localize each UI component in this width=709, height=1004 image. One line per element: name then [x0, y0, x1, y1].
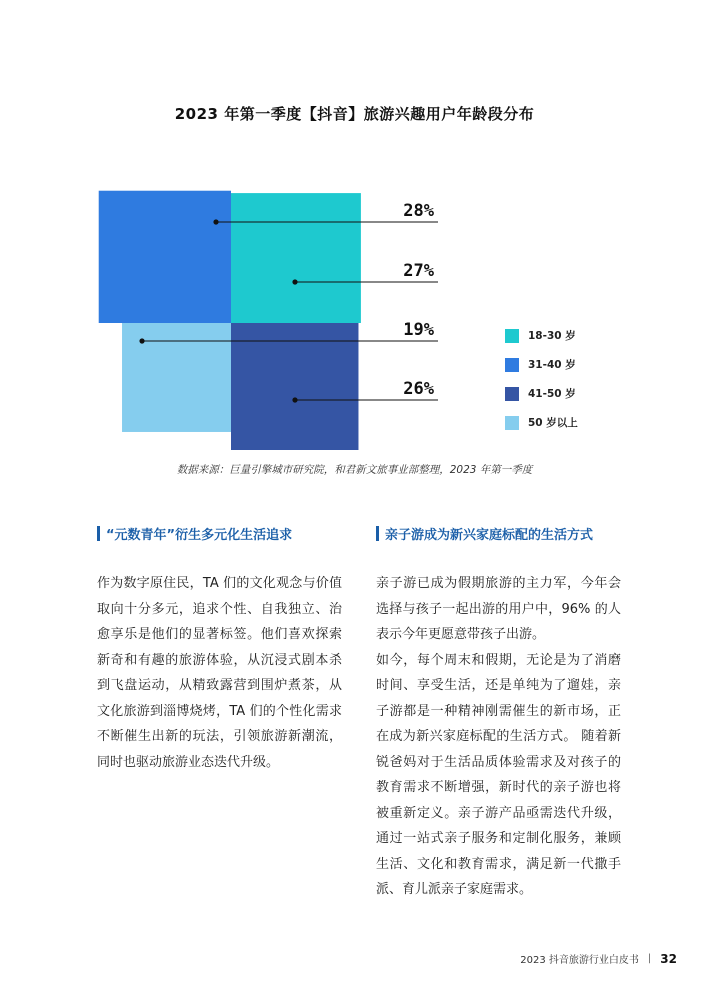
leader-dot — [213, 219, 218, 224]
legend-swatch — [505, 387, 519, 401]
publication-title: 2023 抖音旅游行业白皮书 — [520, 955, 639, 966]
legend-label: 41-50 岁 — [528, 388, 576, 400]
legend-label: 50 岁以上 — [528, 417, 578, 429]
section-heading — [97, 524, 342, 543]
area-square-18-30 岁 — [231, 193, 361, 323]
heading-accent-bar — [97, 526, 100, 541]
legend-item — [505, 408, 578, 437]
legend-swatch — [505, 358, 519, 372]
section-youth-lifestyle — [97, 524, 342, 775]
leader-dot — [139, 338, 144, 343]
legend-label: 18-30 岁 — [528, 330, 576, 342]
section-heading-text: 亲子游成为新兴家庭标配的生活方式 — [385, 528, 594, 543]
page-number: 32 — [660, 951, 677, 966]
legend-item — [505, 350, 578, 379]
heading-accent-bar — [376, 526, 379, 541]
value-label: 26% — [403, 379, 434, 399]
data-source-note: 数据来源：巨量引擎城市研究院，和君新文旅事业部整理，2023 年第一季度 — [176, 464, 533, 476]
legend-item — [505, 321, 578, 350]
chart-legend — [505, 321, 578, 437]
value-label: 27% — [403, 261, 434, 281]
paragraph: 亲子游已成为假期旅游的主力军，今年会选择与孩子一起出游的用户中，96% 的人表示今年更愿意带孩子出游。 — [376, 576, 621, 642]
page-footer — [520, 951, 677, 966]
section-heading — [376, 524, 621, 543]
area-square-31-40 岁 — [99, 191, 231, 323]
footer-separator: | — [647, 953, 652, 964]
legend-swatch — [505, 329, 519, 343]
area-square-41-50 岁 — [231, 323, 358, 450]
section-body — [97, 571, 342, 775]
value-label: 28% — [403, 201, 434, 221]
legend-label: 31-40 岁 — [528, 359, 576, 371]
section-heading-text: “元数青年”衍生多元化生活追求 — [106, 528, 293, 543]
leader-dot — [292, 279, 297, 284]
leader-dot — [292, 397, 297, 402]
legend-swatch — [505, 416, 519, 430]
area-square-50 岁以上 — [122, 323, 231, 432]
legend-item — [505, 379, 578, 408]
paragraph: 作为数字原住民，TA 们的文化观念与价值取向十分多元，追求个性、自我独立、治愈享乐是他们的显著标签。他们喜欢探索新奇和有趣的旅游体验，从沉浸式剧本杀到飞盘运动，从精致露营到围炉煮茶，从文化旅游到淄博烧烤，TA 们的个性化需求不断催生出新的玩法，引领旅游新潮流，同时也驱动旅游业态迭代升级。 — [97, 576, 342, 770]
age-distribution-chart — [0, 150, 709, 450]
chart-title: 2023 年第一季度【抖音】旅游兴趣用户年龄段分布 — [174, 105, 535, 123]
section-body — [376, 571, 621, 903]
value-label: 19% — [403, 320, 434, 340]
section-family-travel — [376, 524, 621, 903]
paragraph: 如今，每个周末和假期，无论是为了消磨时间、享受生活，还是单纯为了遛娃，亲子游都是一种精神刚需催生的新市场，正在成为新兴家庭标配的生活方式。 随着新锐爸妈对于生活品质体验需求及对孩子的教育需求不断增强，新时代的亲子游也将被重新定义。亲子游产品亟需迭代升级，通过一站式亲子服务和定制化服务，兼顾生活、文化和教育需求，满足新一代撒手派、育儿派亲子家庭需求。 — [376, 652, 621, 897]
